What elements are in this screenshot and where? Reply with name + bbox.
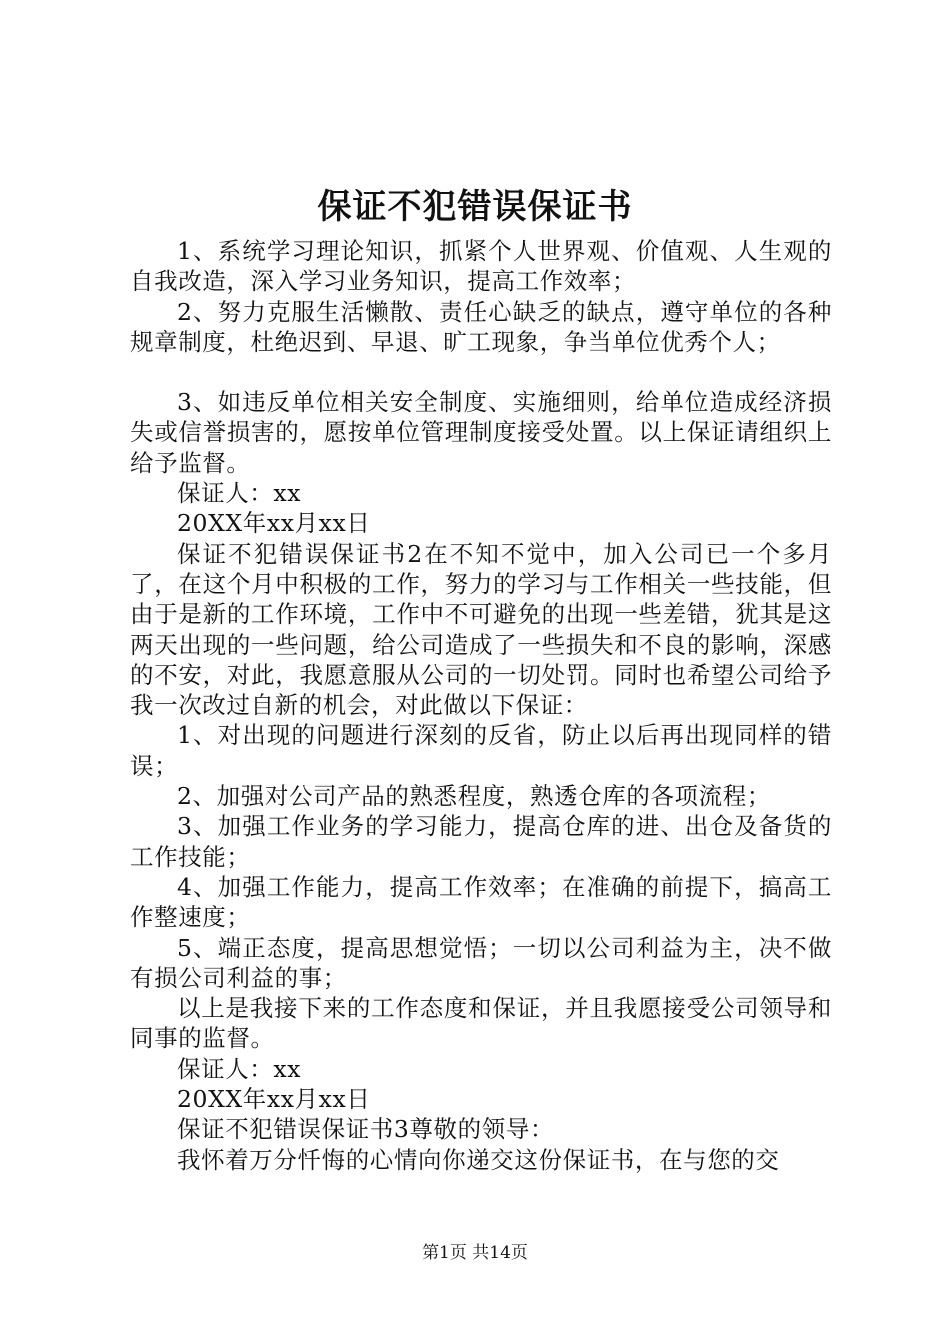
document-body xyxy=(130,236,832,1175)
paragraph-8: 4、加强工作能力，提高工作效率；在准确的前提下，搞高工作整速度； xyxy=(130,872,832,932)
paragraph-10: 以上是我接下来的工作态度和保证，并且我愿接受公司领导和同事的监督。 xyxy=(130,994,832,1053)
paragraph-6: 2、加强对公司产品的熟悉程度，熟透仓库的各项流程； xyxy=(177,782,771,811)
paragraph-2: 2、努力克服生活懒散、责任心缺乏的缺点，遵守单位的各种规章制度，杜绝迟到、早退、旷工现象，争当单位优秀个人； xyxy=(130,297,832,356)
paragraph-9: 5、端正态度，提高思想觉悟；一切以公司利益为主，决不做有损公司利益的事； xyxy=(130,933,832,992)
paragraph-11: 保证不犯错误保证书3尊敬的领导： xyxy=(177,1115,555,1144)
signer-line: 保证人：xx xyxy=(177,479,302,508)
signer-line-2: 保证人：xx xyxy=(177,1054,302,1083)
paragraph-4: 保证不犯错误保证书2在不知不觉中，加入公司已一个多月了，在这个月中积极的工作，努力的学习与工作相关一些技能，但由于是新的工作环境，工作中不可避免的出现一些差错，犹其是这两天出现的一些问题，给公司造成了一些损失和不良的影响，深感的不安，对此，我愿意服从公司的一切处罚。同时也希望公司给予我一次改过自新的机会，对此做以下保证： xyxy=(130,539,832,720)
paragraph-5: 1、对出现的问题进行深刻的反省，防止以后再出现同样的错误； xyxy=(130,721,832,780)
date-line: 20XX年xx月xx日 xyxy=(177,509,371,538)
paragraph-3: 3、如违反单位相关安全制度、实施细则，给单位造成经济损失或信誉损害的，愿按单位管理制度接受处置。以上保证请组织上给予监督。 xyxy=(130,388,832,477)
date-line-2: 20XX年xx月xx日 xyxy=(177,1085,371,1114)
page-footer: 第1页 共14页 xyxy=(422,1243,528,1263)
paragraph-12: 我怀着万分忏悔的心情向你递交这份保证书，在与您的交 xyxy=(177,1145,780,1174)
paragraph-1: 1、系统学习理论知识，抓紧个人世界观、价值观、人生观的自我改造，深入学习业务知识，提高工作效率； xyxy=(130,237,832,296)
paragraph-7: 3、加强工作业务的学习能力，提高仓库的进、出仓及备货的工作技能； xyxy=(130,812,832,871)
document-title: 保证不犯错误保证书 xyxy=(317,187,633,227)
